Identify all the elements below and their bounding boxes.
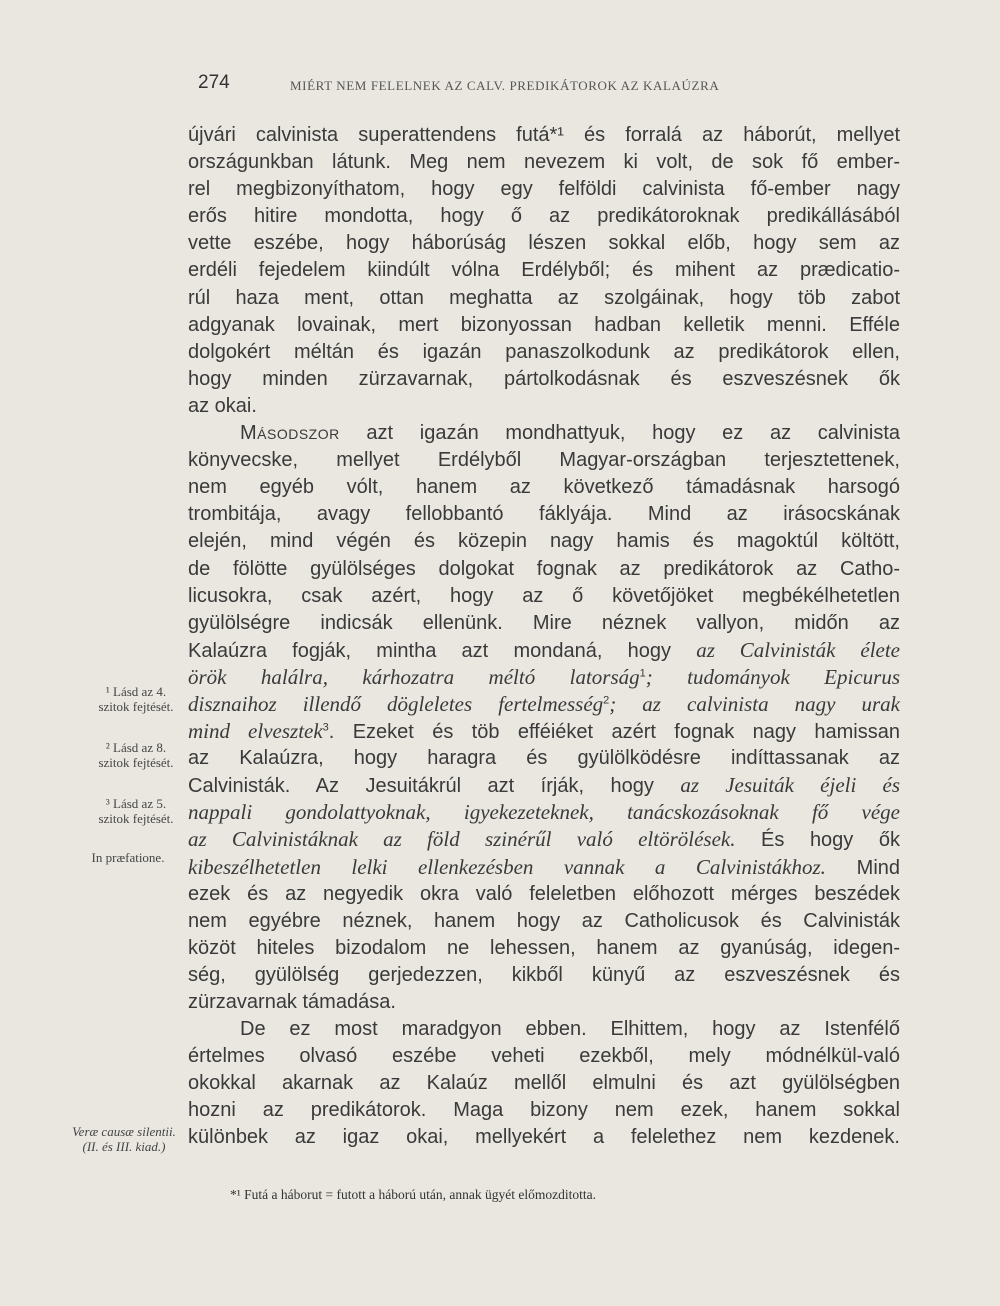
text-line: vette eszébe, hogy háborúság lészen sokkal előb, hogy sem az — [188, 232, 900, 255]
italic-span: mind elvesztek — [188, 719, 323, 744]
text-line — [188, 420, 900, 447]
italic-span: örök halálra, kárhozatra méltó latorság — [188, 664, 640, 689]
text-line: dolgokért méltán és igazán panaszolkodunk az predikátorok ellen, — [188, 340, 900, 363]
italic-span: kibeszélhetetlen lelki ellenkezésben vannak a Calvinistákhoz. — [188, 854, 826, 879]
text-span: azt igazán mondhattyuk, hogy ez az calvinista — [339, 422, 900, 445]
text-line — [188, 718, 900, 745]
text-line: könyvecske, mellyet Erdélyből Magyar-országban terjesztettenek, — [188, 449, 900, 472]
text-span: És hogy ők — [735, 829, 900, 852]
italic-span: nappali gondolattyoknak, igyekezeteknek, tanácskozásoknak fő vége — [188, 800, 900, 825]
text-span: . Ezeket és töb efféiéket azért fognak nagy hamissan — [328, 721, 900, 744]
italic-span: az Jesuiták éjeli és — [680, 773, 900, 798]
text-line: ezek és az negyedik okra való feleletben előhozott mérges beszédek — [188, 882, 900, 905]
text-line: erős hitire mondotta, hogy ő az predikátoroknak predikállásából — [188, 205, 900, 228]
text-line: újvári calvinista superattendens futá*¹ és forralá az háborút, mellyet — [188, 124, 900, 146]
text-line: rel megbizonyíthatom, hogy egy felföldi calvinista fő-ember nagy — [188, 178, 900, 201]
running-title: MIÉRT NEM FELELNEK AZ CALV. PREDIKÁTOROK AZ KALAÚZRA — [290, 78, 720, 93]
text-line: elején, mind végén és közepin nagy hamis és magoktúl költött, — [188, 530, 900, 553]
margin-note: ¹ Lásd az 4. szitok fejtését. — [98, 684, 174, 714]
text-line — [188, 772, 900, 799]
text-span: Calvinisták. Az Jesuitákrúl azt írják, hogy — [188, 775, 681, 798]
text-line — [188, 637, 900, 664]
text-line — [188, 691, 900, 718]
text-line — [188, 826, 900, 853]
margin-note: Veræ causæ silentii. (II. és III. kiad.) — [72, 1124, 176, 1154]
text-line: hozni az predikátorok. Maga bizony nem ezek, hanem sokkal — [188, 1099, 900, 1122]
text-line: De ez most maradgyon ebben. Elhittem, hogy az Istenfélő — [240, 1018, 900, 1041]
text-line — [188, 854, 900, 881]
page-header — [198, 72, 918, 102]
text-line: országunkban látunk. Meg nem nevezem ki volt, de sok fő ember- — [188, 151, 900, 174]
text-line: az Kalaúzra, hogy haragra és gyülölködésre indíttassanak az — [188, 747, 900, 770]
text-line: erdéli fejedelem kiindúlt vólna Erdélyből; és mihent az prædicatio- — [188, 259, 900, 282]
text-span: Kalaúzra fogják, mintha azt mondaná, hogy — [188, 639, 697, 662]
footnote-ref: 1 — [639, 667, 646, 680]
page-number: 274 — [198, 72, 230, 93]
footnote-ref: 2 — [603, 694, 610, 707]
text-line: nem egyébre néznek, hanem hogy az Catholicusok és Calvinisták — [188, 909, 900, 932]
footnote-ref: 3 — [322, 721, 329, 734]
italic-span: az Calvinistáknak az föld szinérűl való eltörölések. — [188, 827, 736, 852]
italic-span: disznaihoz illendő dögleletes fertelmesség — [188, 691, 604, 716]
text-line: okokkal akarnak az Kalaúz mellől elmulni és azt gyülölségben — [188, 1072, 900, 1095]
margin-note: In præfatione. — [91, 850, 165, 865]
text-line: nem egyéb vólt, hanem az következő támadásnak harsogó — [188, 476, 900, 499]
text-line: rúl haza ment, ottan meghatta az szolgáinak, hogy töb zabot — [188, 286, 900, 309]
text-line — [188, 799, 900, 826]
small-caps-lead: Másodszor — [240, 422, 340, 445]
footnote: *¹ Futá a háborut = futott a háború után, annak ügyét előmozditotta. — [230, 1187, 596, 1202]
text-line: zürzavarnak támadása. — [188, 991, 396, 1013]
body-text — [188, 122, 900, 1152]
text-line: ség, gyülölség gerjedezzen, kikből künyű az eszveszésnek és — [188, 963, 900, 986]
text-line: trombitája, avagy fellobbantó fáklyája. Mind az irásocskának — [188, 503, 900, 526]
text-line: hogy minden zürzavarnak, pártolkodásnak és eszveszésnek ők — [188, 367, 900, 390]
text-line: de fölötte gyülölséges dolgokat fognak az predikátorok az Catho- — [188, 557, 900, 580]
margin-note: ² Lásd az 8. szitok fejtését. — [98, 740, 174, 770]
margin-note: ³ Lásd az 5. szitok fejtését. — [98, 796, 174, 826]
italic-span: ; az calvinista nagy urak — [609, 691, 900, 716]
text-line: adgyanak lovainak, mert bizonyossan hadban kelletik menni. Efféle — [188, 313, 900, 336]
text-line: értelmes olvasó eszébe veheti ezekből, mely módnélkül-való — [188, 1045, 900, 1068]
text-line: különbek az igaz okai, mellyekért a felelethez nem kezdenek. — [188, 1126, 900, 1149]
text-span: Mind — [825, 856, 901, 879]
text-line: gyülölségre indicsák ellenünk. Mire néznek vallyon, midőn az — [188, 611, 900, 634]
italic-span: ; tudományok Epicurus — [645, 664, 900, 689]
text-line: az okai. — [188, 394, 257, 417]
italic-span: az Calvinisták élete — [696, 637, 901, 662]
text-line: licusokra, csak azért, hogy az ő követőjöket megbékélhetetlen — [188, 584, 900, 607]
text-line — [188, 664, 900, 691]
text-line: közöt hiteles bizodalom ne lehessen, hanem az gyanúság, idegen- — [188, 936, 900, 959]
